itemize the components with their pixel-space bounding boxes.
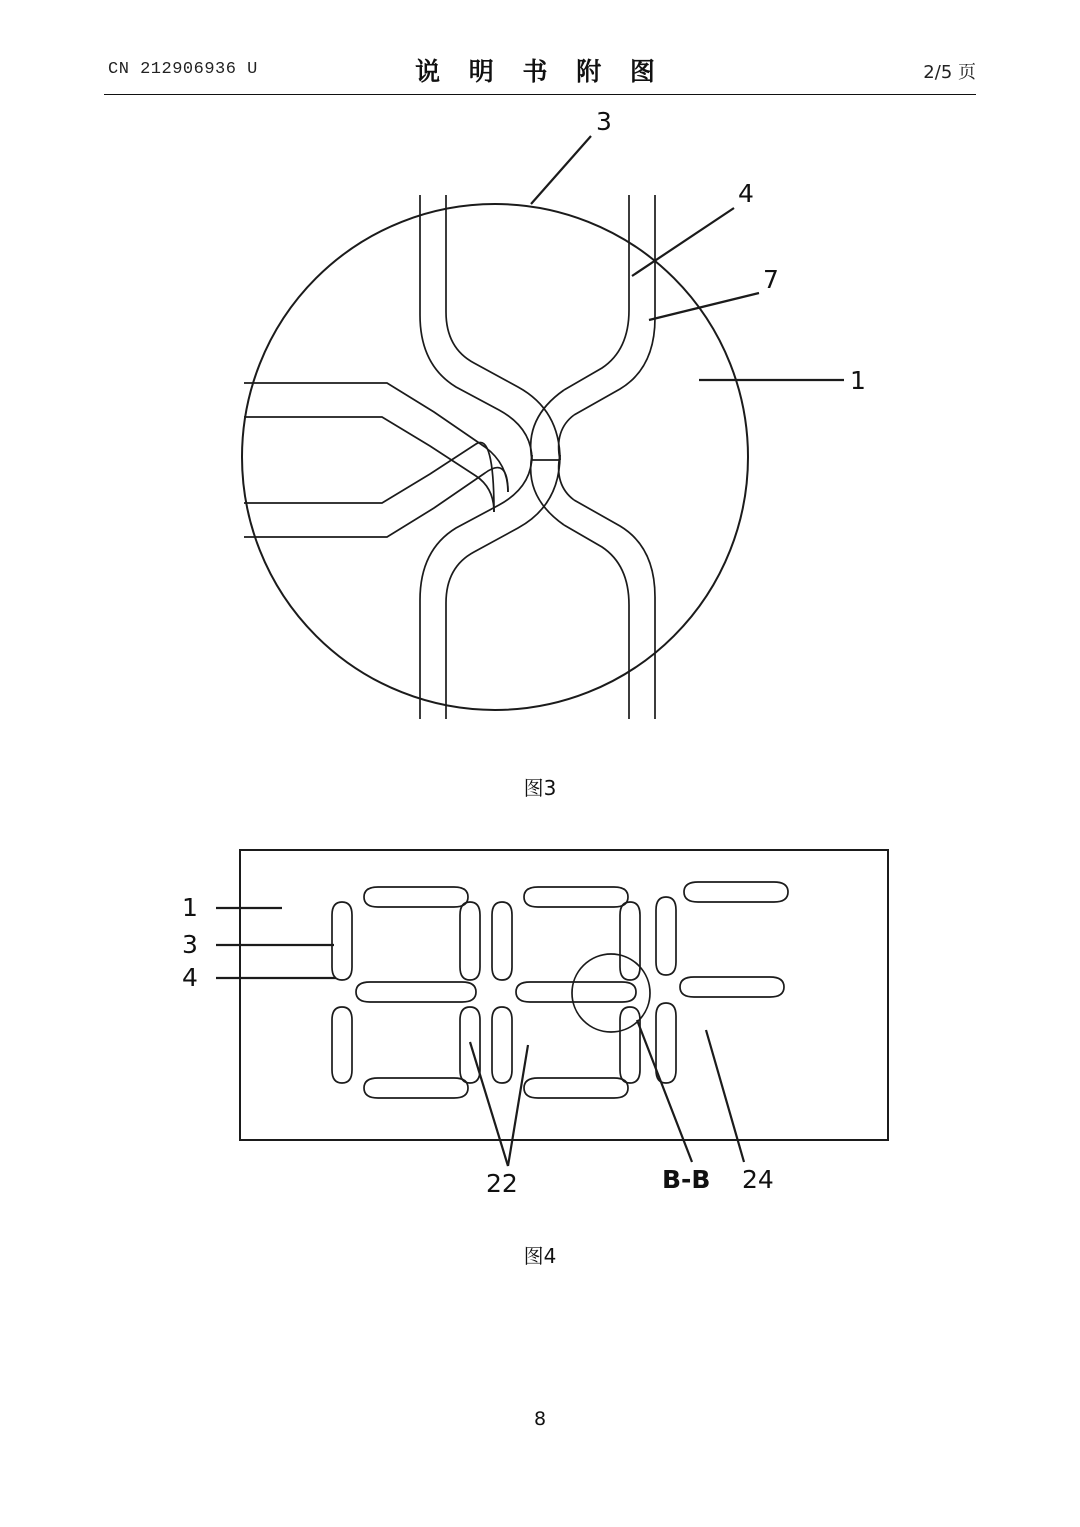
channel-lower-left-outer [420, 455, 532, 719]
digit2-segment-top-left [492, 902, 512, 980]
callout-fig4-24: 24 [742, 1165, 774, 1194]
callout-fig3-4: 4 [738, 179, 754, 208]
digit1-segment-middle [356, 982, 476, 1002]
digit2-segment-bottom-right [620, 1007, 640, 1083]
document-number: CN 212906936 U [108, 60, 258, 79]
leader-fig3-3 [531, 136, 591, 204]
char-f-segment-bottom-left [656, 1003, 676, 1083]
callout-fig4-4: 4 [182, 963, 198, 992]
channel-lower-merge-inner [559, 455, 574, 500]
digit2-segment-top-right [620, 902, 640, 980]
footer-page-number: 8 [533, 1408, 547, 1430]
figure-3-caption: 图3 [523, 776, 557, 800]
channel-upper-right-inner [574, 195, 655, 415]
detail-circle-b-b [572, 954, 650, 1032]
char-f-segment-top [684, 882, 788, 902]
leader-fig4-22-b [508, 1045, 528, 1166]
leader-fig4-22-a [470, 1042, 508, 1166]
header-divider [104, 94, 976, 95]
leader-fig4-24 [706, 1030, 744, 1162]
callout-fig3-3: 3 [596, 107, 612, 136]
char-f-segment-top-left [656, 897, 676, 975]
callout-fig3-1: 1 [850, 366, 866, 395]
channel-left-upper [244, 383, 508, 492]
callout-fig4-3: 3 [182, 930, 198, 959]
channel-lower-left-inner [446, 455, 560, 719]
channel-upper-left-outer [420, 195, 532, 460]
digit1-segment-top [364, 887, 468, 907]
channel-left-lower-inner [244, 442, 494, 512]
channel-lower-right-outer [564, 525, 629, 719]
digit1-segment-bottom [364, 1078, 468, 1098]
digit1-segment-top-right [460, 902, 480, 980]
page-indicator: 2/5 页 [923, 62, 976, 83]
panel-rectangle-part-1 [240, 850, 888, 1140]
channel-upper-left-inner [446, 195, 560, 460]
page-title: 说 明 书 附 图 [415, 57, 665, 86]
page-header [104, 52, 976, 98]
figure-4-caption: 图4 [523, 1244, 557, 1268]
digit2-segment-bottom [524, 1078, 628, 1098]
channel-upper-merge-inner [559, 415, 574, 460]
callout-fig4-bb: B-B [662, 1165, 711, 1194]
digit1-segment-bottom-left [332, 1007, 352, 1083]
channel-lower-right-inner [574, 500, 655, 719]
channel-left-upper-inner [244, 417, 494, 512]
char-f-segment-middle [680, 977, 784, 997]
figure-3-drawing [104, 100, 976, 820]
digit1-segment-top-left [332, 902, 352, 980]
callout-fig3-7: 7 [763, 265, 779, 294]
leader-fig3-4 [632, 208, 734, 276]
callout-fig4-1: 1 [182, 893, 198, 922]
callout-fig4-22: 22 [486, 1169, 518, 1198]
figure-4-drawing [104, 830, 976, 1300]
digit2-segment-top [524, 887, 628, 907]
figure-3 [104, 100, 976, 820]
digit2-segment-bottom-left [492, 1007, 512, 1083]
figure-4 [104, 830, 976, 1300]
digit2-segment-middle [516, 982, 636, 1002]
